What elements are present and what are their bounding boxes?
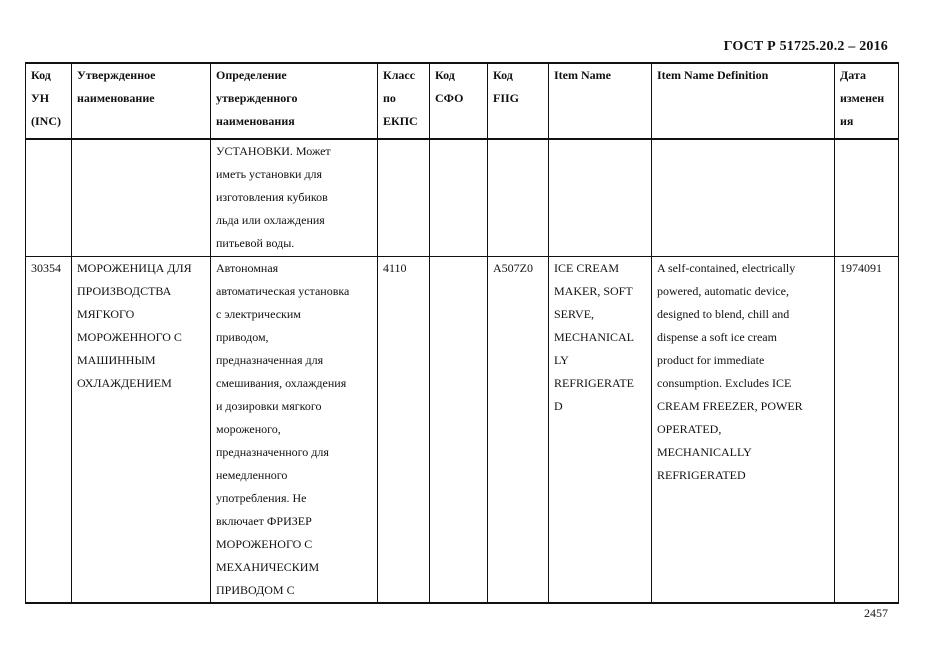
cell-sfo-code [430,257,488,604]
catalog-table [25,62,899,604]
cell-inc: 30354 [26,257,72,604]
cell-definition: УСТАНОВКИ. Может иметь установки для изготовления кубиков льда или охлаждения питьевой воды. [211,139,378,257]
page-number: 2457 [864,606,888,620]
col-header-change-date: Дата изменен ия [835,63,899,139]
col-header-inc: Код УН (INC) [26,63,72,139]
cell-ekps-class: 4110 [378,257,430,604]
cell-item-name-definition [652,139,835,257]
col-header-definition: Определение утвержденного наименования [211,63,378,139]
cell-change-date [835,139,899,257]
cell-definition: Автономная автоматическая установка с электрическим приводом, предназначенная для смешивания, охлаждения и дозировки мягкого мороженого, предназначенного для немедленного употребления. Не включает ФРИЗЕР МОРОЖЕНОГО С МЕХАНИЧЕСКИМ ПРИВОДОМ С [211,257,378,604]
cell-approved-name [72,139,211,257]
cell-fiig-code [488,139,549,257]
table-header-row [26,63,899,139]
col-header-item-name-definition: Item Name Definition [652,63,835,139]
cell-ekps-class [378,139,430,257]
col-header-sfo-code: Код СФО [430,63,488,139]
cell-item-name-definition: A self-contained, electrically powered, automatic device, designed to blend, chill and dispense a soft ice cream product for immediate consumption. Excludes ICE CREAM FREEZER, POWER OPERATED, MECHANICALLY REFRIGERATED [652,257,835,604]
cell-fiig-code: A507Z0 [488,257,549,604]
table-row [26,257,899,604]
col-header-item-name: Item Name [549,63,652,139]
cell-item-name [549,139,652,257]
col-header-ekps-class: Класс по ЕКПС [378,63,430,139]
col-header-fiig-code: Код FIIG [488,63,549,139]
col-header-approved-name: Утвержденное наименование [72,63,211,139]
cell-sfo-code [430,139,488,257]
cell-inc [26,139,72,257]
document-code: ГОСТ Р 51725.20.2 – 2016 [723,39,888,54]
cell-item-name: ICE CREAM MAKER, SOFT SERVE, MECHANICAL LY REFRIGERATE D [549,257,652,604]
table-row [26,139,899,257]
cell-approved-name: МОРОЖЕНИЦА ДЛЯ ПРОИЗВОДСТВА МЯГКОГО МОРОЖЕННОГО С МАШИННЫМ ОХЛАЖДЕНИЕМ [72,257,211,604]
cell-change-date: 1974091 [835,257,899,604]
